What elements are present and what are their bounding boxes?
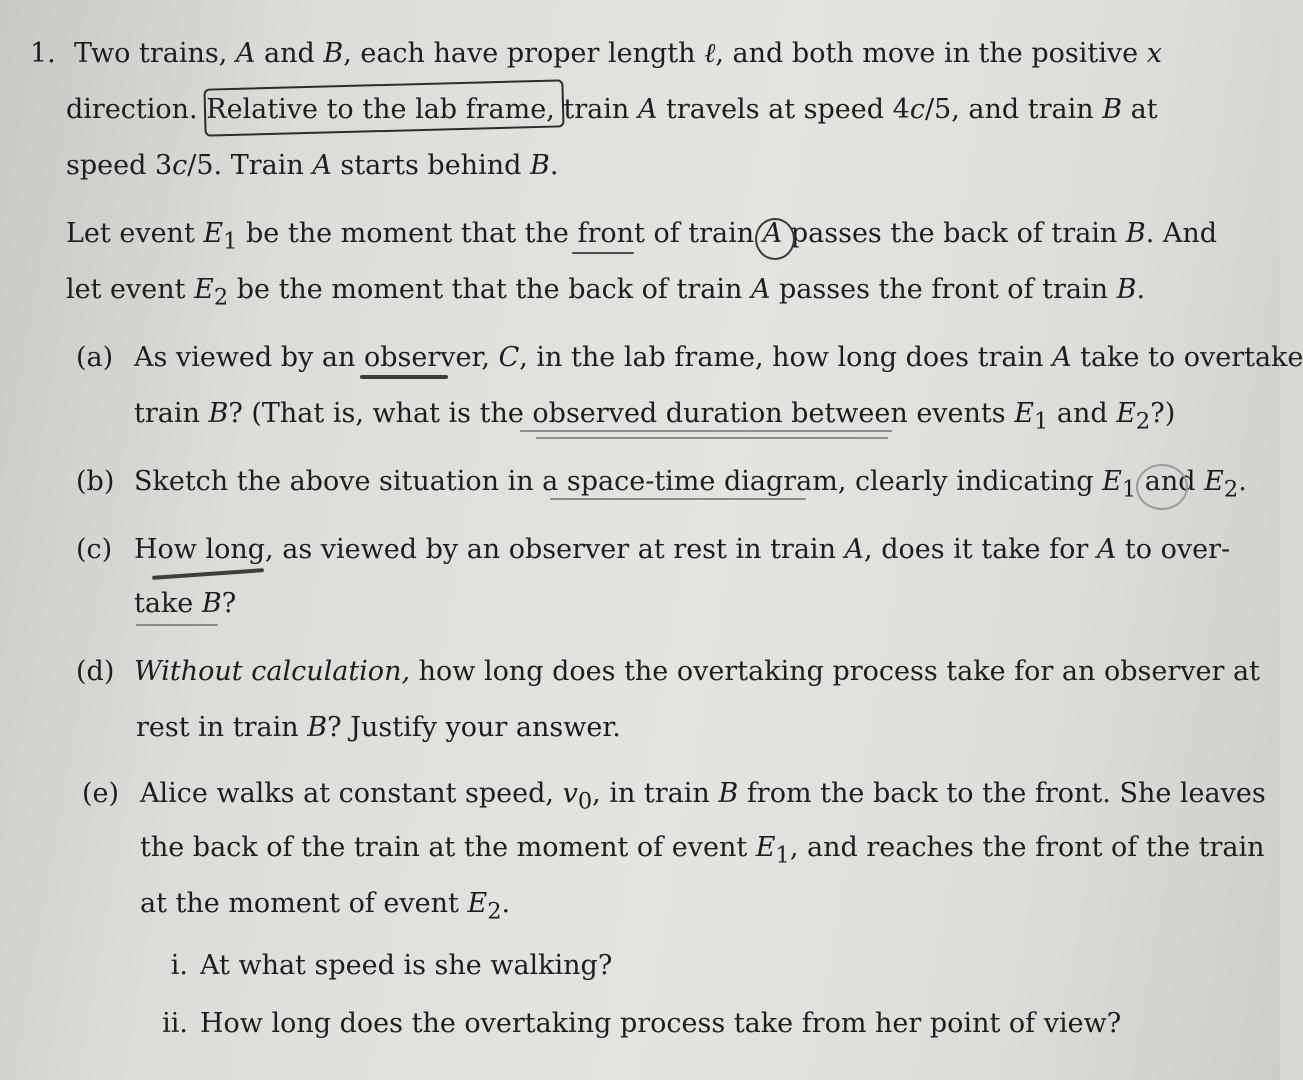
pencil-underline-how-long xyxy=(152,568,264,580)
pencil-box-lab-frame xyxy=(203,79,564,136)
problem-number: 1. xyxy=(30,38,56,69)
part-e-i: i. At what speed is she walking? xyxy=(146,950,612,982)
part-c-line-1: (c) How long, as viewed by an observer at rest in train A, does it take for A to over- xyxy=(76,534,1231,565)
intro-line-3: speed 3c/5. Train A starts behind B. xyxy=(66,150,559,181)
part-e-label: (e) xyxy=(82,778,120,809)
pencil-circle-A xyxy=(755,218,795,260)
pencil-underline-diagram xyxy=(550,498,806,500)
front-word: front xyxy=(577,218,645,249)
part-c-label: (c) xyxy=(76,534,113,565)
part-b-label: (b) xyxy=(76,466,115,497)
intro-line-1: 1. Two trains, A and B, each have proper length ℓ, and both move in the positive x xyxy=(30,38,1162,69)
part-e-line-3: at the moment of event $E_2$. xyxy=(140,888,511,925)
part-a-line-2: train B? (That is, what is the observed duration between events $E_1$ and $E_2$?) xyxy=(134,398,1176,435)
part-d-line-2: rest in train B? Justify your answer. xyxy=(136,712,621,743)
part-d-label: (d) xyxy=(76,656,115,687)
part-b-line-1: (b) Sketch the above situation in a space-time diagram, clearly indicating $E_1$ and $E_2$. xyxy=(76,466,1247,503)
part-a-label: (a) xyxy=(76,342,114,373)
pencil-underline-observed-1 xyxy=(520,430,892,432)
part-a-line-1: (a) As viewed by an observer, C, in the lab frame, how long does train A take to overtake xyxy=(76,342,1303,373)
part-e-line-1: (e) Alice walks at constant speed, $v_0$, in train B from the back to the front. She leaves xyxy=(82,778,1266,815)
part-e-ii-label: ii. xyxy=(162,1008,188,1039)
pencil-underline-observed-2 xyxy=(536,437,888,439)
events-line-2: let event $E_2$ be the moment that the back of train A passes the front of train B. xyxy=(66,274,1146,311)
part-d-line-1: (d) Without calculation, how long does the overtaking process take for an observer at xyxy=(76,656,1260,687)
lab-frame-phrase: Relative to the lab frame xyxy=(206,94,547,125)
events-line-1: Let event $E_1$ be the moment that the front of train A passes the back of train B. And xyxy=(66,218,1218,255)
part-c-line-2: take B? xyxy=(134,588,237,619)
part-e-i-label: i. xyxy=(170,950,188,981)
pencil-underline-observer xyxy=(360,375,448,379)
part-e-line-2: the back of the train at the moment of event $E_1$, and reaches the front of the train xyxy=(140,832,1265,869)
intro-line-2: direction. Relative to the lab frame, train A travels at speed 4c/5, and train B at xyxy=(66,94,1158,125)
pencil-underline-front xyxy=(572,252,634,254)
pencil-circle-E2 xyxy=(1136,464,1188,510)
part-e-ii: ii. How long does the overtaking process take from her point of view? xyxy=(146,1008,1121,1040)
pencil-underline-take xyxy=(136,624,218,626)
